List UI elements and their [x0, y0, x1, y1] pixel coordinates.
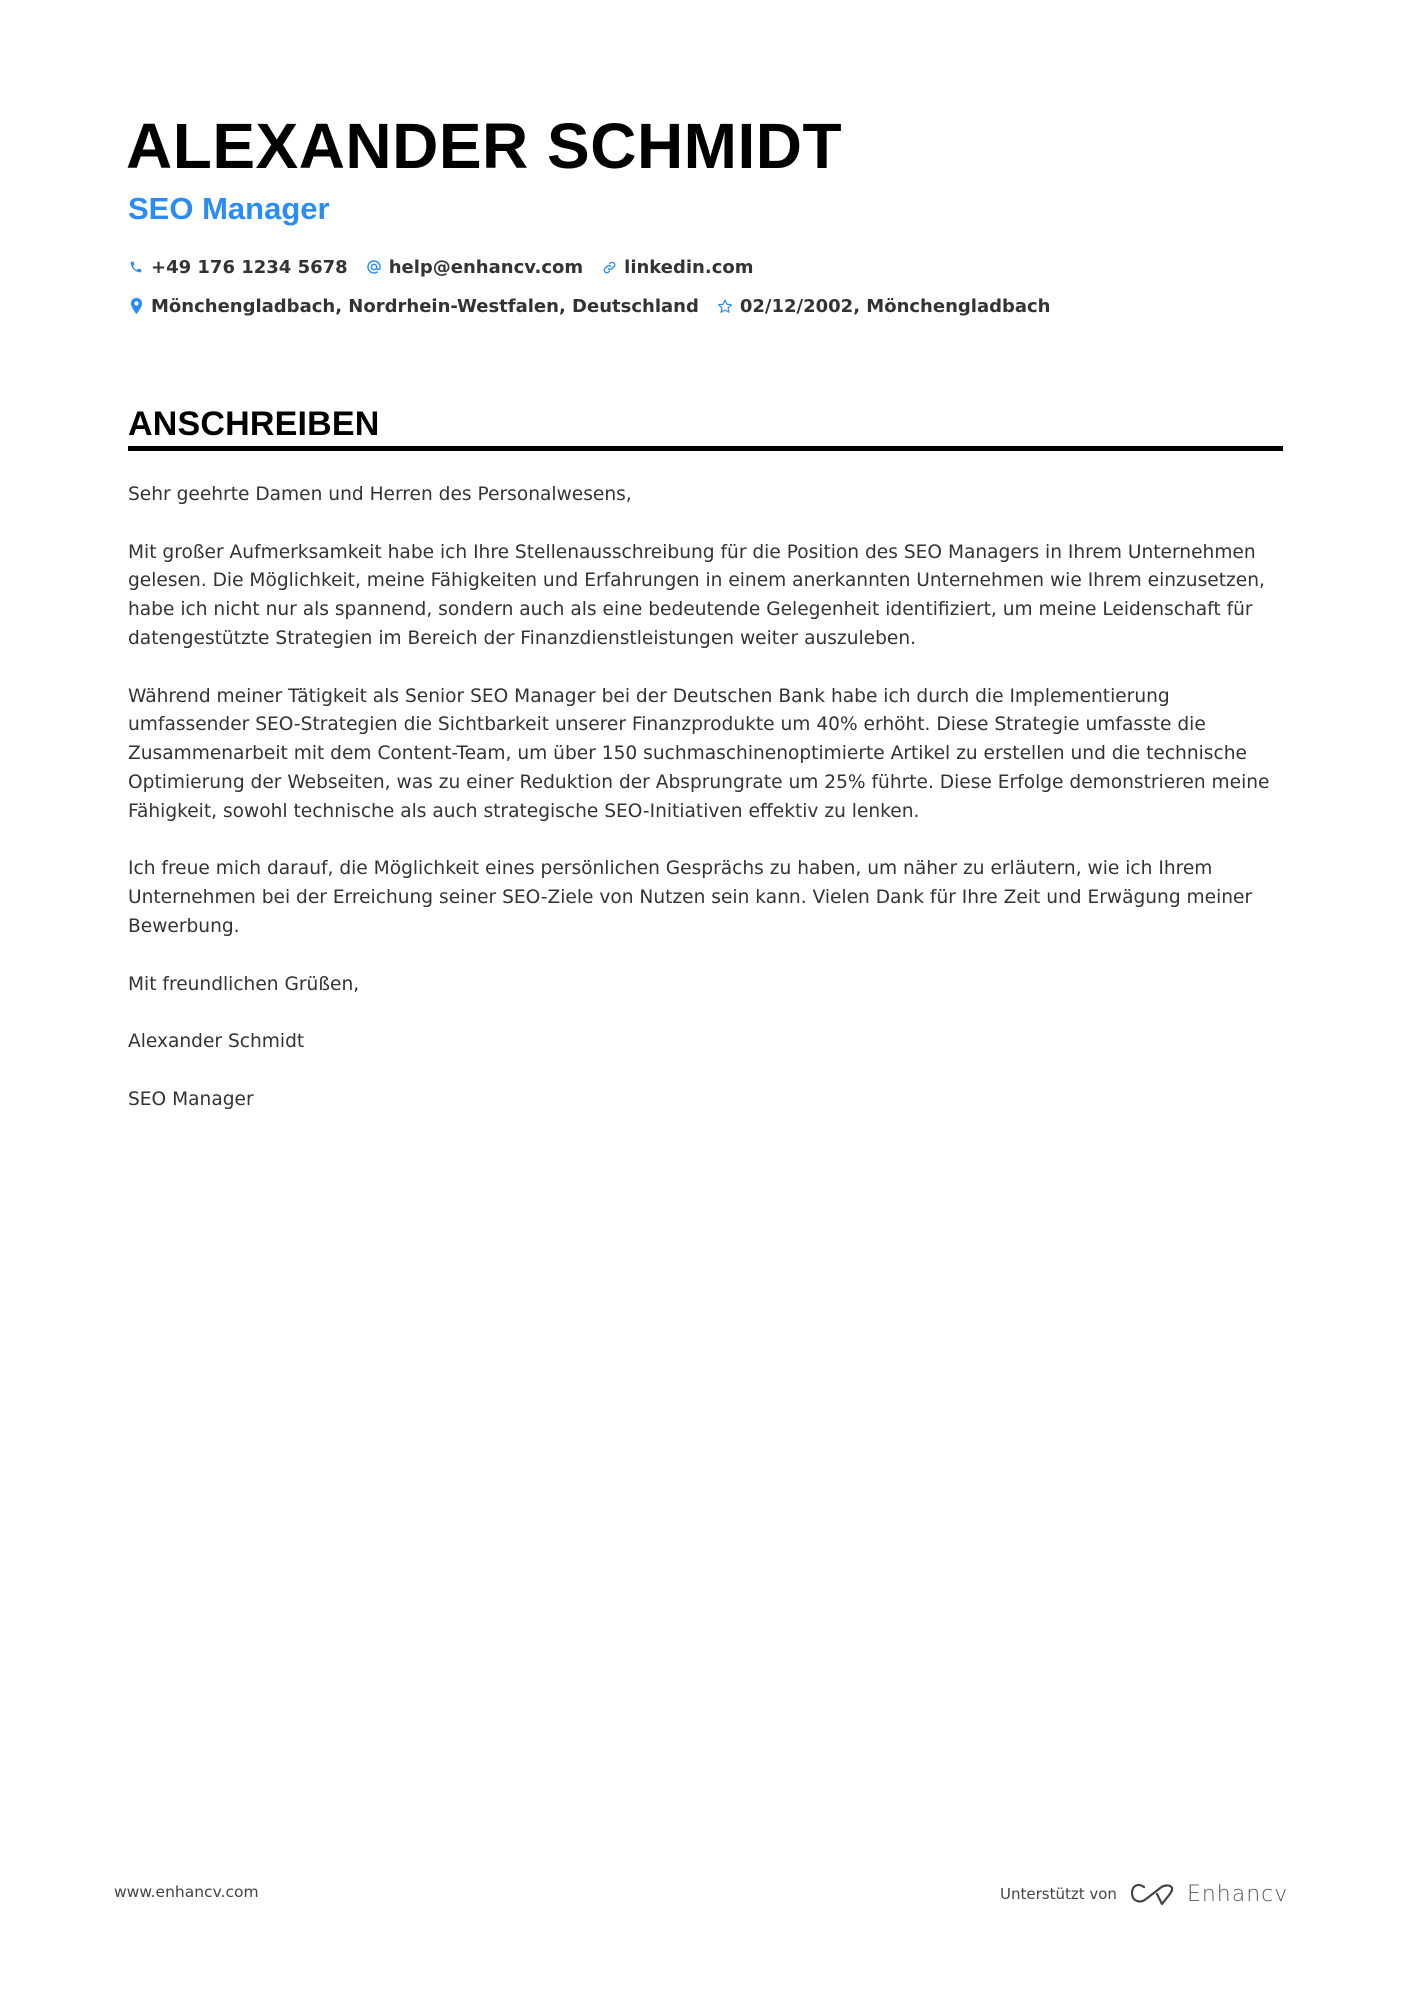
contact-phone-text: +49 176 1234 5678 — [151, 256, 348, 278]
contact-birth-text: 02/12/2002, Mönchengladbach — [739, 295, 1051, 317]
enhancv-brand-name: Enhancv — [1186, 1881, 1289, 1907]
letter-paragraph: Während meiner Tätigkeit als Senior SEO Manager bei der Deutschen Bank habe ich durch die Implementierung umfassender SEO-Strategien die Sichtbarkeit unserer Finanzprodukte um 40% erhöht. Diese Strategie umfasste die Zusammenarbeit mit dem Content-Team, um über 150 suchmaschinenoptimierte Artikel zu erstellen und die technische Optimierung der Webseiten, was zu einer Reduktion der Absprungrate um 25% führte. Diese Erfolge demonstrieren meine Fähigkeit, sowohl technische als auch strategische SEO-Initiativen effektiv zu lenken. — [128, 685, 1270, 822]
link-icon — [601, 258, 617, 276]
letter-body — [128, 481, 1288, 1143]
contact-row-1 — [128, 255, 772, 279]
letter-closing: Mit freundlichen Grüßen, — [128, 973, 360, 995]
section-divider — [128, 446, 1283, 451]
section-heading: ANSCHREIBEN — [128, 405, 380, 443]
contact-linkedin-text[interactable]: linkedin.com — [624, 256, 754, 278]
contact-email-text[interactable]: help@enhancv.com — [388, 256, 584, 278]
signature-title: SEO Manager — [128, 1088, 254, 1110]
footer-branding — [1000, 1880, 1288, 1908]
enhancv-logo-icon — [1129, 1881, 1175, 1907]
contact-email[interactable] — [366, 257, 583, 278]
signature-name: Alexander Schmidt — [128, 1031, 305, 1053]
footer-website[interactable]: www.enhancv.com — [114, 1883, 259, 1901]
at-icon — [366, 258, 382, 276]
contact-phone — [128, 257, 348, 278]
contact-birth — [717, 296, 1051, 317]
contact-row-2 — [128, 294, 1069, 318]
powered-by-label: Unterstützt von — [1000, 1885, 1117, 1903]
location-pin-icon — [128, 297, 144, 315]
applicant-name: ALEXANDER SCHMIDT — [126, 110, 843, 182]
star-icon — [717, 297, 733, 315]
letter-greeting: Sehr geehrte Damen und Herren des Personalwesens, — [128, 484, 632, 505]
applicant-title: SEO Manager — [128, 191, 330, 226]
phone-icon — [128, 258, 144, 276]
contact-location-text: Mönchengladbach, Nordrhein-Westfalen, Deutschland — [151, 295, 699, 317]
contact-linkedin[interactable] — [601, 257, 753, 278]
letter-paragraph: Ich freue mich darauf, die Möglichkeit eines persönlichen Gesprächs zu haben, um näher zu erläutern, wie ich Ihrem Unternehmen bei der Erreichung seiner SEO-Ziele von Nutzen sein kann. Vielen Dank für Ihre Zeit und Erwägung meiner Bewerbung. — [128, 858, 1253, 937]
contact-location — [128, 296, 699, 317]
letter-paragraph: Mit großer Aufmerksamkeit habe ich Ihre Stellenausschreibung für die Position des SEO Managers in Ihrem Unternehmen gelesen. Die Möglichkeit, meine Fähigkeiten und Erfahrungen in einem anerkannten Unternehmen wie Ihrem einzusetzen, habe ich nicht nur als spannend, sondern auch als eine bedeutende Gelegenheit identifiziert, um meine Leidenschaft für datengestützte Strategien im Bereich der Finanzdienstleistungen weiter auszuleben. — [128, 541, 1265, 649]
